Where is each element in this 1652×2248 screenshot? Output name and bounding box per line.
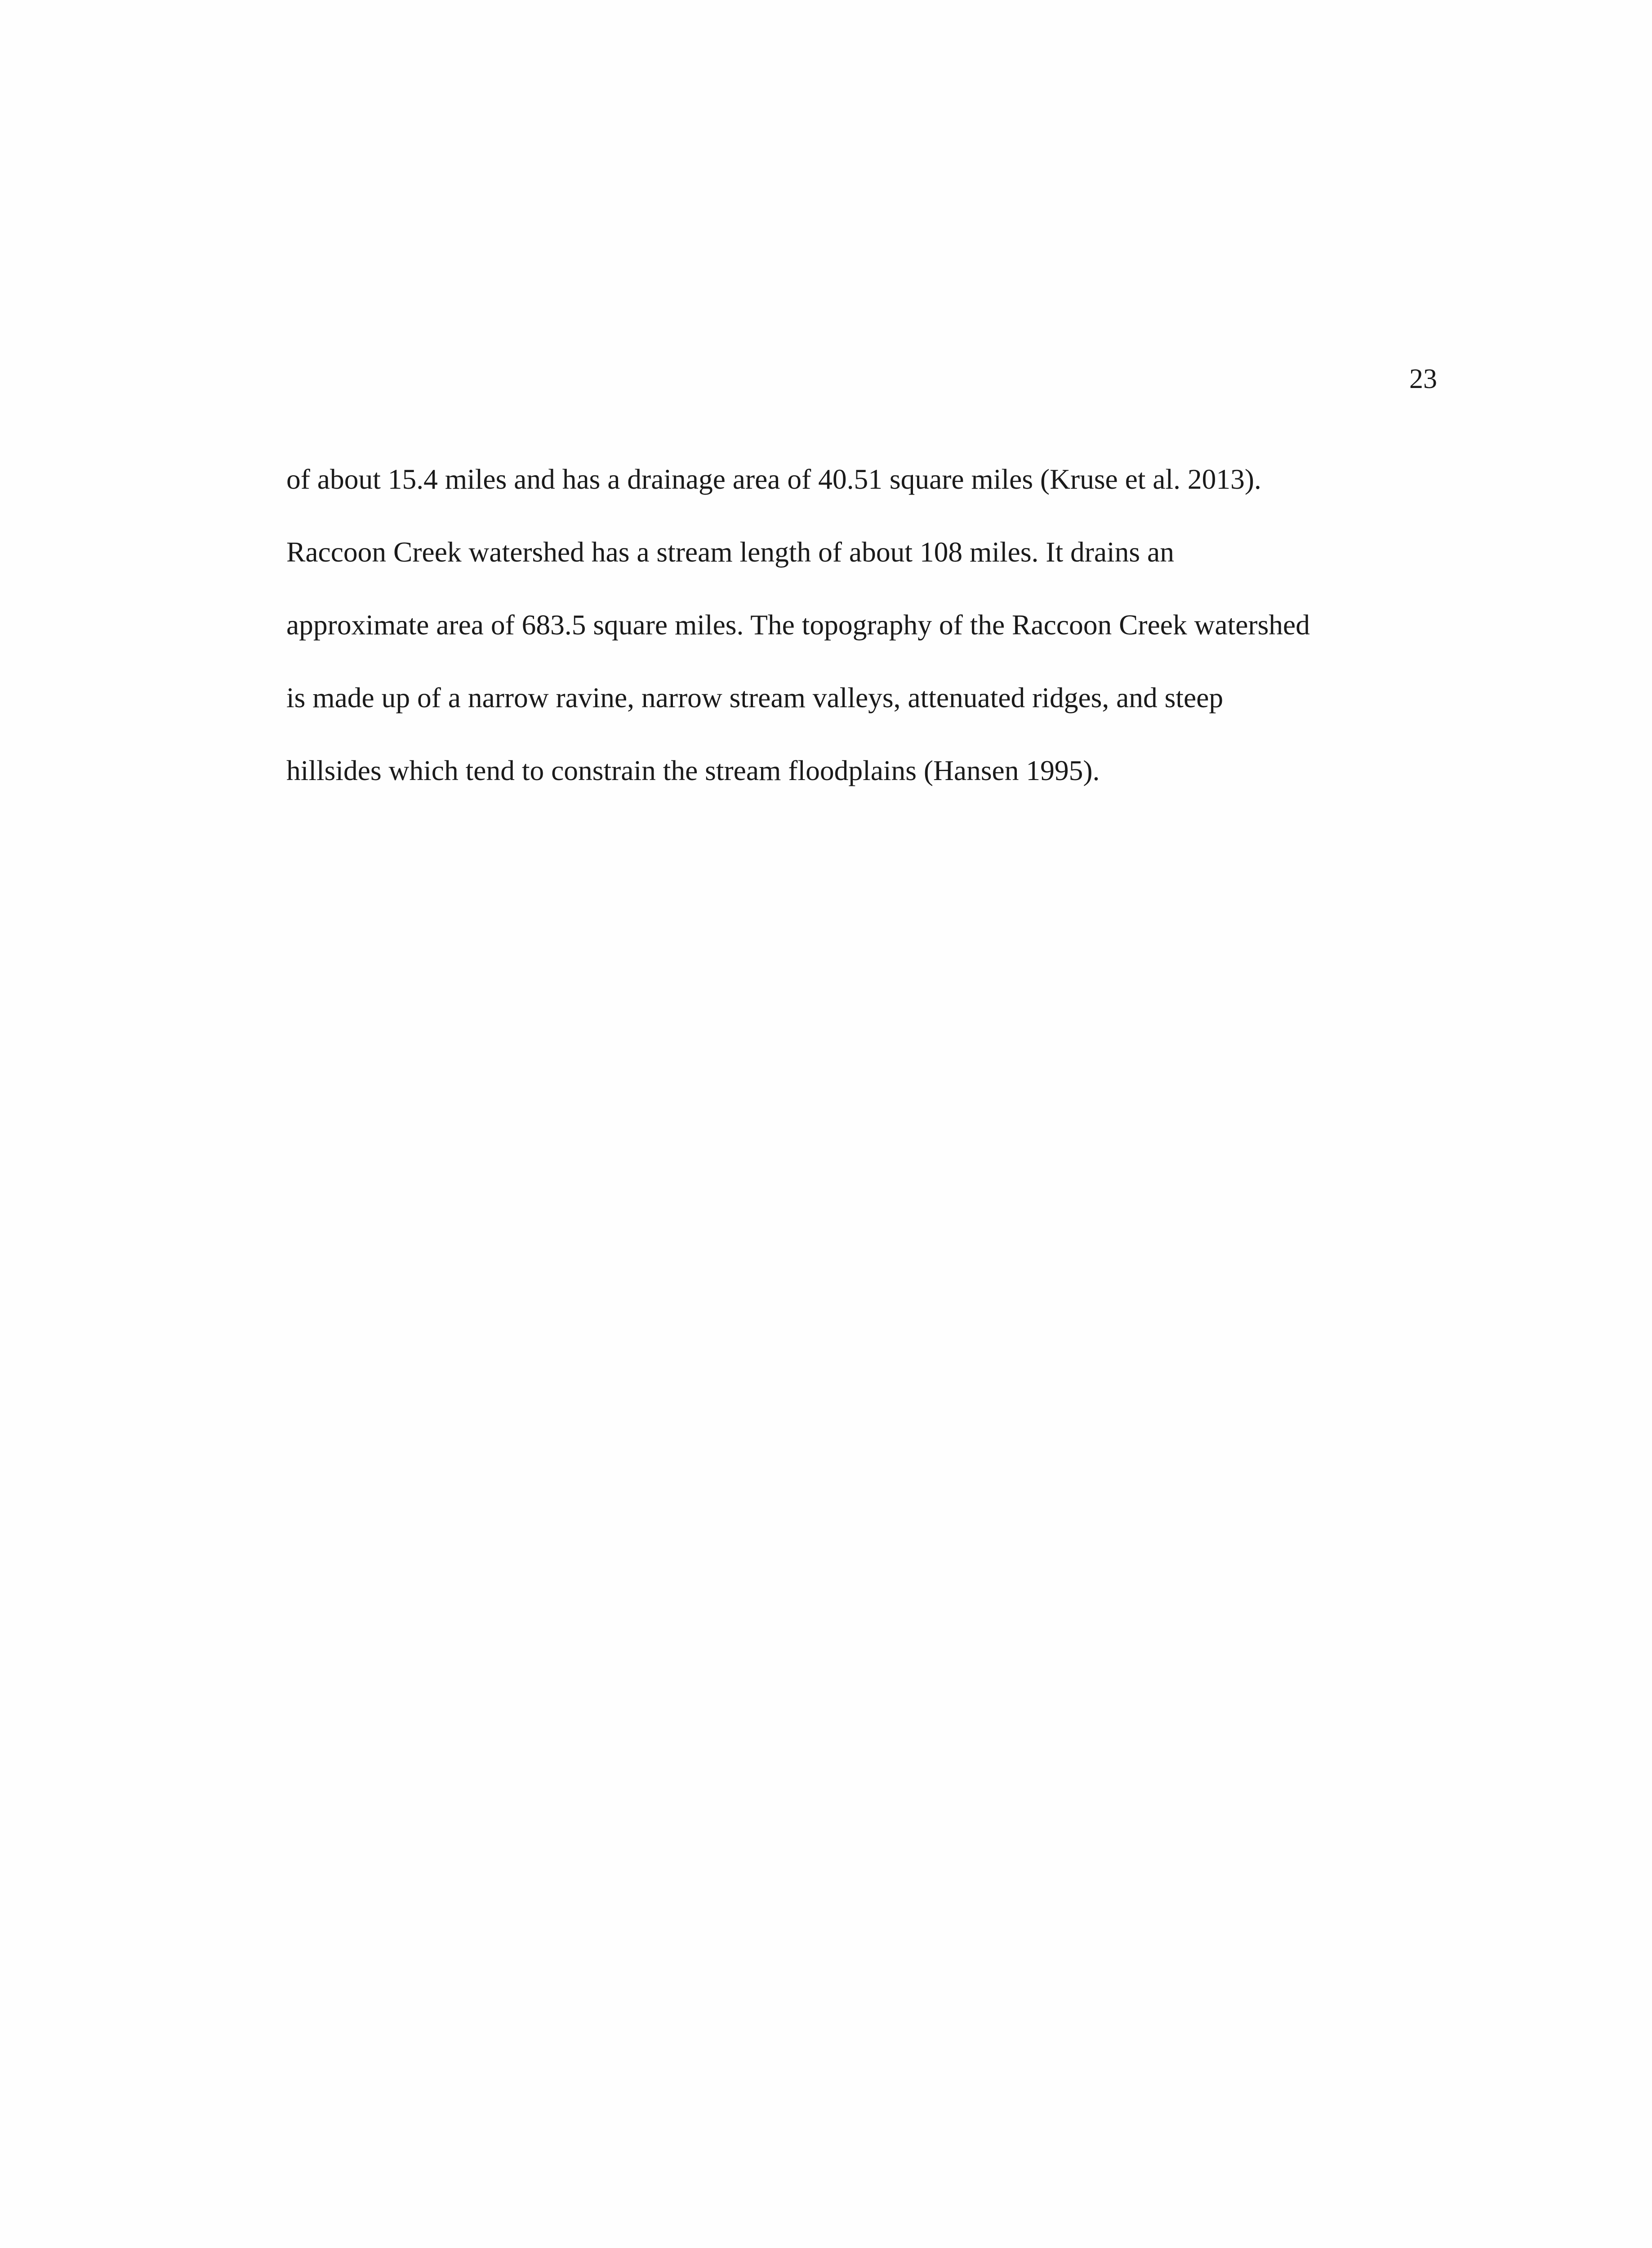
paragraph-line: of about 15.4 miles and has a drainage area of 40.51 square miles (Kruse et al. 2013). — [286, 463, 1261, 495]
paragraph-line: approximate area of 683.5 square miles. The topography of the Raccoon Creek watershed — [286, 609, 1310, 641]
paragraph-line: Raccoon Creek watershed has a stream length of about 108 miles. It drains an — [286, 536, 1174, 568]
paragraph-line: is made up of a narrow ravine, narrow stream valleys, attenuated ridges, and steep — [286, 682, 1224, 714]
body-paragraph — [286, 443, 1455, 807]
page-number: 23 — [1409, 364, 1437, 394]
paragraph-line: hillsides which tend to constrain the stream floodplains (Hansen 1995). — [286, 754, 1100, 786]
